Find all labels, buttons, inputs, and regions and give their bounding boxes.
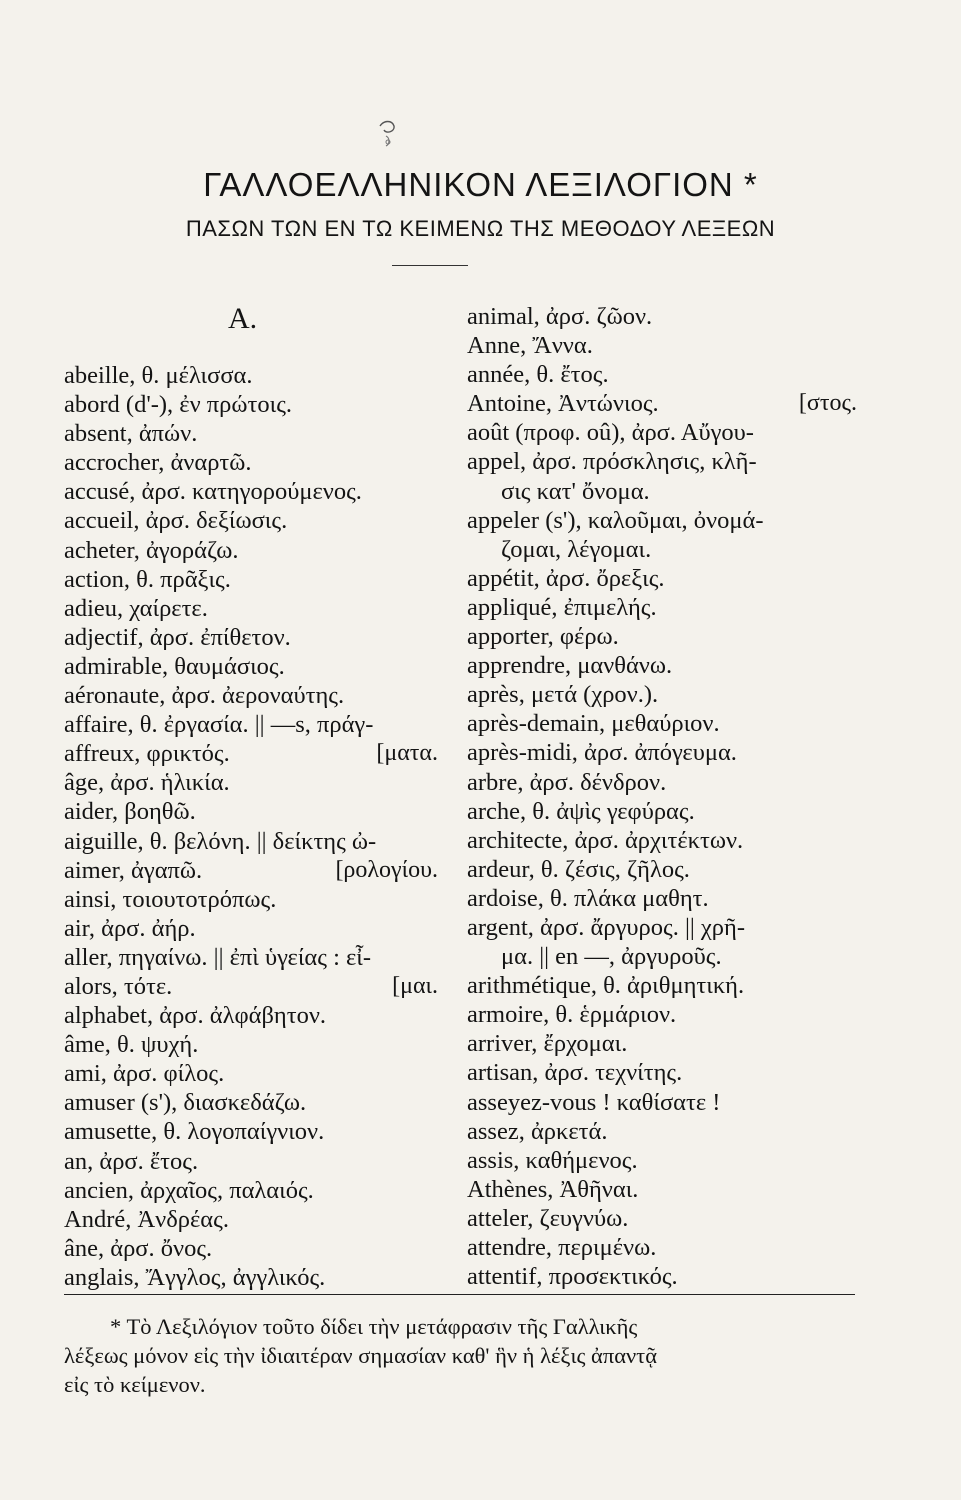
entry-text: admirable, θαυμάσιος. [64, 652, 285, 680]
dictionary-entry [64, 1234, 438, 1263]
entry-text: absent, ἀπών. [64, 420, 198, 448]
dictionary-entry [64, 1030, 438, 1059]
entry-text: anglais, Ἄγγλος, ἀγγλικός. [64, 1263, 326, 1291]
title-divider [392, 265, 468, 266]
entry-text: ardoise, θ. πλάκα μαθητ. [467, 884, 709, 912]
dictionary-entry [64, 361, 438, 390]
left-column [64, 361, 438, 1292]
dictionary-entry [64, 797, 438, 826]
entry-text: aiguille, θ. βελόνη. || δείκτης ὠ- [64, 827, 377, 855]
entry-text: assis, καθήμενος. [467, 1146, 638, 1174]
dictionary-entry [467, 709, 857, 738]
entry-text: aller, πηγαίνω. || ἐπὶ ὑγείας : εἶ- [64, 943, 372, 971]
dictionary-entry [64, 506, 438, 535]
dictionary-entry [467, 1088, 857, 1117]
entry-text: après, μετά (χρον.). [467, 681, 659, 709]
entry-text: arbre, ἀρσ. δένδρον. [467, 768, 667, 796]
entry-text: année, θ. ἔτος. [467, 361, 609, 389]
dictionary-entry [467, 622, 857, 651]
dictionary-entry [467, 302, 857, 331]
entry-text: âme, θ. ψυχή. [64, 1031, 199, 1059]
dictionary-entry [64, 856, 438, 885]
dictionary-entry [467, 826, 857, 855]
dictionary-entry [64, 1176, 438, 1205]
dictionary-entry [467, 535, 857, 564]
entry-text: air, ἀρσ. ἀήρ. [64, 914, 196, 942]
entry-text: abeille, θ. μέλισσα. [64, 362, 253, 389]
dictionary-entry [467, 942, 857, 971]
entry-text: armoire, θ. ἑρμάριον. [467, 1001, 677, 1029]
dictionary-entry [467, 680, 857, 709]
dictionary-entry [64, 885, 438, 914]
dictionary-entry [467, 855, 857, 884]
entry-text: animal, ἀρσ. ζῶον. [467, 303, 653, 330]
dictionary-entry [467, 564, 857, 593]
dictionary-entry [467, 1029, 857, 1058]
dictionary-entry [467, 477, 857, 506]
entry-text: affreux, φρικτός. [64, 740, 230, 768]
dictionary-entry [64, 914, 438, 943]
dictionary-entry [64, 652, 438, 681]
dictionary-entry [64, 943, 438, 972]
entry-text: ainsi, τοιουτοτρόπως. [64, 885, 277, 913]
entry-text: adieu, χαίρετε. [64, 594, 208, 622]
entry-text: accusé, ἀρσ. κατηγορούμενος. [64, 478, 362, 506]
dictionary-entry [467, 1204, 857, 1233]
dictionary-entry [467, 1000, 857, 1029]
dictionary-entry [64, 1117, 438, 1146]
entry-text: arithmétique, θ. ἀριθμητική. [467, 972, 745, 1000]
entry-text: après-midi, ἀρσ. ἀπόγευμα. [467, 739, 737, 767]
dictionary-entry [467, 418, 857, 447]
entry-text: σις κατ' ὄνομα. [501, 477, 650, 505]
entry-text: André, Ἀνδρέας. [64, 1205, 229, 1233]
dictionary-entry [467, 651, 857, 680]
entry-text: âne, ἀρσ. ὄνος. [64, 1234, 213, 1262]
footnote [64, 1312, 854, 1399]
entry-text: apprendre, μανθάνω. [467, 652, 673, 680]
footnote-line: εἰς τὸ κείμενον. [64, 1372, 206, 1397]
entry-text: accueil, ἀρσ. δεξίωσις. [64, 507, 288, 535]
dictionary-entry [467, 1262, 857, 1291]
dictionary-entry [467, 797, 857, 826]
entry-text: appel, ἀρσ. πρόσκλησις, κλῆ- [467, 448, 757, 476]
dictionary-entry [64, 1263, 438, 1292]
entry-text: ancien, ἀρχαῖος, παλαιός. [64, 1176, 314, 1204]
dictionary-entry [467, 1058, 857, 1087]
footnote-line: λέξεως μόνον εἰς τὴν ἰδιαιτέραν σημασίαν καθ' ἣν ἡ λέξις ἀπαντᾷ [64, 1343, 657, 1368]
dictionary-entry [467, 1175, 857, 1204]
footnote-divider [64, 1294, 855, 1295]
dictionary-entry [467, 971, 857, 1000]
dictionary-entry [64, 536, 438, 565]
entry-carryover: [στος. [798, 390, 857, 417]
entry-carryover: [μαι. [392, 972, 438, 999]
entry-text: août (προφ. oû), ἀρσ. Αὔγου- [467, 419, 754, 447]
footnote-line: * Τὸ Λεξιλόγιον τοῦτο δίδει τὴν μετάφρασιν τῆς Γαλλικῆς [110, 1314, 638, 1339]
right-column [467, 302, 857, 1291]
entry-text: après-demain, μεθαύριον. [467, 710, 720, 738]
entry-text: assez, ἀρκετά. [467, 1117, 608, 1145]
entry-text: action, θ. πρᾶξις. [64, 565, 231, 593]
dictionary-entry [64, 1088, 438, 1117]
section-letter: A. [228, 302, 258, 335]
dictionary-entry [64, 390, 438, 419]
dictionary-entry [467, 884, 857, 913]
entry-text: ardeur, θ. ζέσις, ζῆλος. [467, 855, 690, 883]
dictionary-entry [64, 565, 438, 594]
dictionary-entry [467, 768, 857, 797]
dictionary-entry [467, 447, 857, 476]
dictionary-entry [467, 738, 857, 767]
dictionary-entry [467, 1117, 857, 1146]
page-subtitle: ΠΑΣΩΝ ΤΩΝ ΕΝ ΤΩ ΚΕΙΜΕΝΩ ΤΗΣ ΜΕΘΟΔΟΥ ΛΕΞΕΩΝ [185, 216, 776, 241]
entry-text: amusette, θ. λογοπαίγνιον. [64, 1118, 325, 1146]
dictionary-entry [467, 360, 857, 389]
entry-text: appliqué, ἐπιμελής. [467, 593, 657, 621]
dictionary-entry [467, 1233, 857, 1262]
dictionary-entry [64, 448, 438, 477]
entry-text: Anne, Ἄννα. [467, 332, 593, 360]
dictionary-entry [467, 506, 857, 535]
dictionary-entry [467, 389, 857, 418]
dictionary-entry [64, 768, 438, 797]
entry-text: ζομαι, λέγομαι. [501, 535, 652, 563]
dictionary-entry [64, 1205, 438, 1234]
entry-text: aider, βοηθῶ. [64, 798, 196, 826]
dictionary-entry [64, 972, 438, 1001]
printer-ornament-icon [372, 112, 402, 152]
dictionary-entry [64, 739, 438, 768]
entry-text: an, ἀρσ. ἔτος. [64, 1147, 199, 1175]
entry-text: attendre, περιμένω. [467, 1234, 657, 1261]
entry-text: accrocher, ἀναρτῶ. [64, 449, 252, 477]
entry-text: arche, θ. ἀψὶς γεφύρας. [467, 797, 695, 825]
dictionary-entry [467, 593, 857, 622]
entry-text: Athènes, Ἀθῆναι. [467, 1175, 639, 1203]
dictionary-entry [467, 1146, 857, 1175]
entry-carryover: [ρολογίου. [335, 856, 438, 883]
dictionary-entry [64, 710, 438, 739]
entry-text: aéronaute, ἀρσ. ἀεροναύτης. [64, 682, 345, 710]
page-title: ΓΑΛΛΟΕΛΛΗΝΙΚΟΝ ΛΕΞΙΛΟΓΙΟΝ * [203, 166, 758, 203]
entry-text: appétit, ἀρσ. ὄρεξις. [467, 564, 665, 592]
entry-text: abord (d'-), ἐν πρώτοις. [64, 391, 293, 419]
dictionary-entry [64, 1147, 438, 1176]
entry-text: artisan, ἀρσ. τεχνίτης. [467, 1059, 683, 1087]
entry-text: âge, ἀρσ. ἡλικία. [64, 769, 230, 797]
entry-text: appeler (s'), καλοῦμαι, ὀνομά- [467, 506, 764, 534]
dictionary-entry [467, 331, 857, 360]
entry-text: asseyez-vous ! καθίσατε ! [467, 1088, 721, 1116]
entry-carryover: [ματα. [376, 740, 438, 767]
entry-text: alphabet, ἀρσ. ἀλφάβητον. [64, 1002, 327, 1030]
dictionary-entry [64, 681, 438, 710]
dictionary-entry [64, 594, 438, 623]
entry-text: attentif, προσεκτικός. [467, 1263, 678, 1291]
entry-text: aimer, ἀγαπῶ. [64, 856, 203, 884]
entry-text: acheter, ἀγοράζω. [64, 536, 239, 564]
entry-text: adjectif, ἀρσ. ἐπίθετον. [64, 623, 291, 651]
entry-text: architecte, ἀρσ. ἀρχιτέκτων. [467, 826, 744, 854]
dictionary-entry [64, 623, 438, 652]
dictionary-entry [467, 913, 857, 942]
entry-text: amuser (s'), διασκεδάζω. [64, 1089, 307, 1117]
entry-text: ami, ἀρσ. φίλος. [64, 1060, 225, 1088]
entry-text: alors, τότε. [64, 972, 173, 1000]
entry-text: Antoine, Ἀντώνιος. [467, 390, 659, 418]
entry-text: argent, ἀρσ. ἄργυρος. || χρῆ- [467, 913, 745, 941]
dictionary-entry [64, 1001, 438, 1030]
entry-text: affaire, θ. ἐργασία. || —s, πράγ- [64, 711, 374, 739]
entry-text: atteler, ζευγνύω. [467, 1204, 629, 1232]
entry-text: μα. || en —, ἀργυροῦς. [501, 943, 722, 971]
entry-text: apporter, φέρω. [467, 623, 619, 651]
dictionary-entry [64, 1059, 438, 1088]
dictionary-entry [64, 477, 438, 506]
dictionary-entry [64, 419, 438, 448]
dictionary-entry [64, 827, 438, 856]
entry-text: arriver, ἔρχομαι. [467, 1030, 628, 1058]
